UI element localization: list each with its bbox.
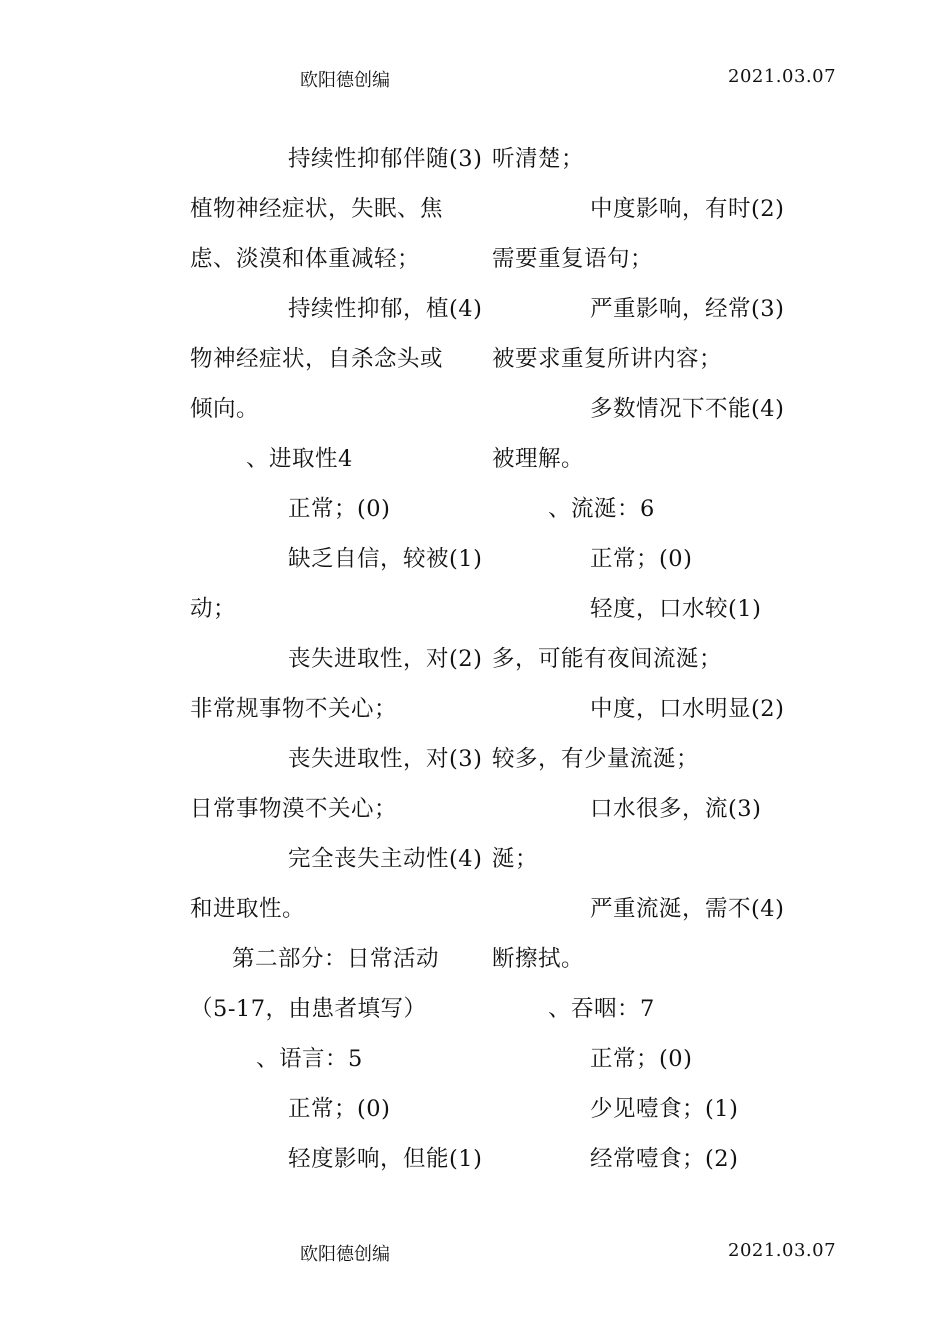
text-line: 正常；(0) (288, 1096, 391, 1122)
text-line: 断擦拭。 (492, 946, 585, 972)
left-text-column (190, 140, 483, 1190)
section-heading: 、语言：5 (256, 1046, 363, 1072)
header-date: 2021.03.07 (728, 66, 837, 87)
text-line: 多数情况下不能(4) (590, 396, 785, 422)
text-line: 轻度影响，但能(1) (288, 1146, 483, 1172)
text-line: 完全丧失主动性(4) (288, 846, 483, 872)
part-heading: 第二部分：日常活动 (232, 946, 440, 972)
text-line: 经常噎食；(2) (590, 1146, 739, 1172)
text-line: 听清楚； (492, 146, 585, 172)
text-line: 持续性抑郁伴随(3) (288, 146, 483, 172)
text-line: 正常；(0) (590, 546, 693, 572)
text-line: 多，可能有夜间流涎； (492, 646, 723, 672)
footer-author: 欧阳德创编 (300, 1244, 390, 1265)
text-line: 中度，口水明显(2) (590, 696, 785, 722)
part-subheading: （5-17，由患者填写） (190, 996, 427, 1022)
text-line: 轻度，口水较(1) (590, 596, 762, 622)
text-line: 非常规事物不关心； (190, 696, 398, 722)
text-line: 严重流涎，需不(4) (590, 896, 785, 922)
text-line: 和进取性。 (190, 896, 306, 922)
text-line: 少见噎食；(1) (590, 1096, 739, 1122)
text-line: 较多，有少量流涎； (492, 746, 700, 772)
section-heading: 、吞咽：7 (548, 996, 655, 1022)
text-line: 倾向。 (190, 396, 260, 422)
text-line: 口水很多，流(3) (590, 796, 762, 822)
text-line: 持续性抑郁，植(4) (288, 296, 483, 322)
text-line: 涎； (492, 846, 539, 872)
text-line: 物神经症状，自杀念头或 (190, 346, 444, 372)
text-line: 正常；(0) (590, 1046, 693, 1072)
right-text-column (492, 140, 785, 1190)
text-line: 日常事物漠不关心； (190, 796, 398, 822)
text-line: 需要重复语句； (492, 246, 654, 272)
section-heading: 、进取性4 (246, 446, 353, 472)
text-line: 丧失进取性，对(3) (288, 746, 483, 772)
text-line: 被理解。 (492, 446, 585, 472)
text-line: 被要求重复所讲内容； (492, 346, 723, 372)
text-line: 虑、淡漠和体重减轻； (190, 246, 421, 272)
text-line: 丧失进取性，对(2) (288, 646, 483, 672)
text-line: 缺乏自信，较被(1) (288, 546, 483, 572)
text-line: 中度影响，有时(2) (590, 196, 785, 222)
text-line: 严重影响，经常(3) (590, 296, 785, 322)
section-heading: 、流涎：6 (548, 496, 655, 522)
text-line: 正常；(0) (288, 496, 391, 522)
footer-date: 2021.03.07 (728, 1240, 837, 1261)
text-line: 植物神经症状，失眠、焦 (190, 196, 444, 222)
text-line: 动； (190, 596, 237, 622)
header-author: 欧阳德创编 (300, 70, 390, 91)
